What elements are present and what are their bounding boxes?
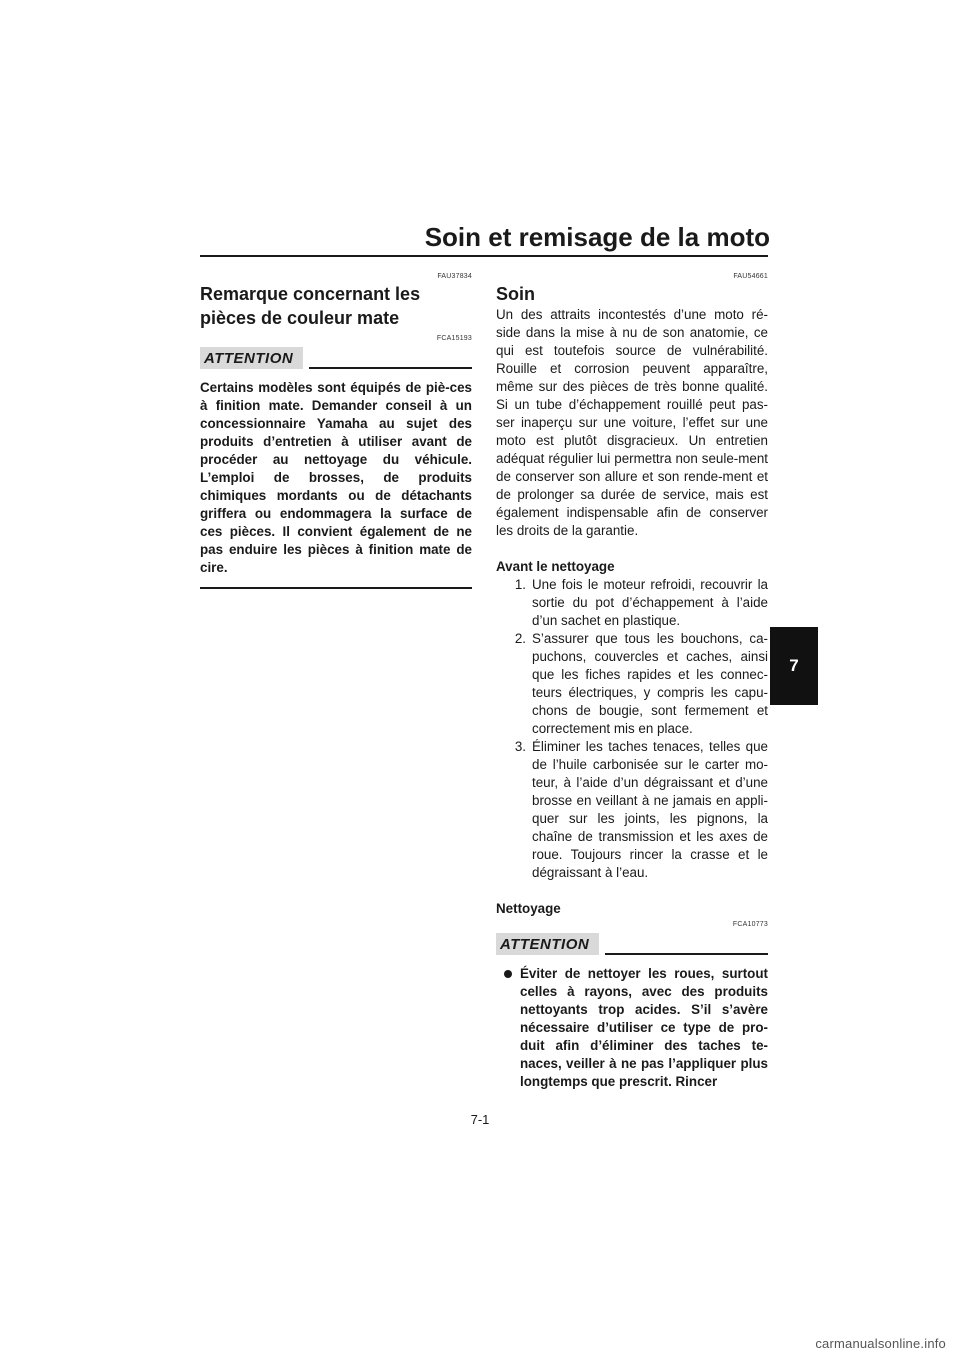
- attention-label: ATTENTION: [496, 933, 599, 955]
- list-item: [496, 630, 768, 738]
- before-cleaning-heading: Avant le nettoyage: [496, 559, 615, 574]
- list-item: [496, 576, 768, 630]
- step-number: 3.: [514, 739, 526, 754]
- before-cleaning-steps: [496, 576, 768, 882]
- section-code: FAU37834: [437, 273, 472, 280]
- step-number: 2.: [514, 631, 526, 646]
- section-code: FAU54661: [733, 273, 768, 280]
- attention-rule: [605, 953, 768, 955]
- intro-paragraph: Un des attraits incontestés d’une moto ré-side dans la mise à nu de son anatomie, ce qui est toutefois source de vulnérabilité. Rouille et corrosion peuvent apparaître, même sur des pièces de très bonne qualité. Si un tube d’échappement rouillé peut pas-ser inaperçu sur une voiture, l’effet sur une moto est plutôt disgracieux. Un entretien adéquat régulier lui permettra non seule-ment de conserver son allure et son rende-ment et de prolonger sa durée de service, mais est également indispensable afin de conserver les droits de la garantie.: [496, 307, 768, 538]
- section-heading-soin: Soin: [496, 284, 535, 304]
- section-heading-matte-parts: Remarque concernant les pièces de couleur mate: [200, 284, 421, 328]
- step-number: 1.: [514, 577, 526, 592]
- attention-banner: [200, 347, 472, 369]
- step-text: Une fois le moteur refroidi, recouvrir la sortie du pot d’échappement à l’aide d’un sachet en plastique.: [532, 577, 768, 628]
- list-item: [496, 738, 768, 882]
- attention-code: FCA10773: [732, 921, 768, 928]
- step-text: S’assurer que tous les bouchons, ca-puchons, couvercles et caches, ainsi que les fiches rapides et les connec-teurs électriques, y compris les capu-chons de bougie, sont fermement et correctement mis en place.: [532, 631, 768, 736]
- page-number: 7-1: [470, 1112, 490, 1127]
- left-column: [200, 272, 472, 589]
- cleaning-heading: Nettoyage: [496, 901, 561, 916]
- attention-rule: [309, 367, 472, 369]
- title-rule: [200, 255, 768, 257]
- bullet-text: Éviter de nettoyer les roues, surtout celles à rayons, avec des produits nettoyants trop acides. S’il s’avère nécessaire d’utiliser ce type de pro-duit afin d’éliminer des taches te-naces, veiller à ne pas l’appliquer plus longtemps que prescrit. Rincer: [520, 966, 768, 1089]
- bullet-icon: [496, 965, 520, 1091]
- watermark: carmanualsonline.info: [815, 1336, 946, 1351]
- attention-end-rule: [200, 587, 472, 589]
- attention-code: FCA15193: [436, 335, 472, 342]
- page-title: Soin et remisage de la moto: [424, 222, 770, 252]
- chapter-tab[interactable]: 7: [770, 627, 818, 705]
- attention-banner: [496, 933, 768, 955]
- attention-label: ATTENTION: [200, 347, 303, 369]
- list-item: [496, 965, 768, 1091]
- attention-text: Certains modèles sont équipés de piè-ces à finition mate. Demander conseil à un concessionnaire Yamaha au sujet des produits d’entretien à utiliser avant de procéder au nettoyage du véhicule. L’emploi de brosses, de produits chimiques mordants ou de détachants griffera ou endommagera la surface de ces pièces. Il convient également de ne pas enduire les pièces à finition mate de cire.: [200, 380, 472, 575]
- right-column: [496, 272, 768, 1091]
- step-text: Éliminer les taches tenaces, telles que de l’huile carbonisée sur le carter mo-teur, à l’aide d’un dégraissant et d’une brosse en veillant à ne jamais en appli-quer sur les joints, les pignons, la chaîne de transmission et les axes de roue. Toujours rincer la crasse et le dégraissant à l’eau.: [532, 739, 768, 880]
